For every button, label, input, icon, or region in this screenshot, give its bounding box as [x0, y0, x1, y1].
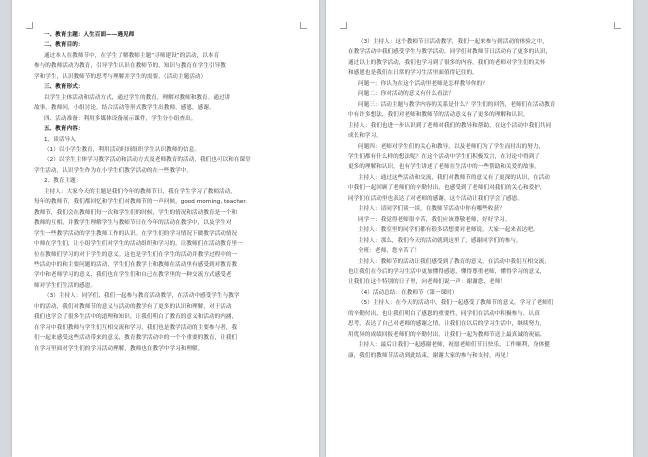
crop-mark-top-right: [614, 22, 621, 29]
text-line: 在教学活动中我们感受学生与教学活动，同学们对教师节日活动有了更多的认识，: [348, 49, 552, 56]
text-line: 通过本人在教师节中，在学生了解教师主题“寻师建设”的活动，以本育: [44, 52, 220, 59]
text-line: （3）主持人：这个教师节日活动教学，我们一起来参与到活动的体验之中，: [358, 39, 548, 45]
text-line: 中有许多想法，我们对老师和教师节的活动意义有了更多的理解和认识。: [348, 112, 529, 119]
text-line: 主持人：大家今天的主题是我们今年的教师节日，我在学生学习了教师活动，: [44, 188, 236, 195]
crop-mark-top-left: [26, 22, 33, 29]
section-heading: 二、教育目的：: [44, 42, 84, 49]
text-line: 中我们一起回顾了老师们的辛勤付出，也感受到了老师们对我们的关心和爱护，: [348, 185, 546, 192]
text-line: 2、教育主题：: [44, 178, 82, 185]
text-line: 主持人：最后让我们一起感谢老师，祝愿老师们节日快乐，工作顺利，身体健: [358, 342, 550, 349]
text-line: 参与的教师活动为教育，引导学生认识在教师节的，知识与教育在学生引导教: [34, 63, 226, 70]
text-line: 教师节，我们会在教师们每一次和学生们的时候，学生的情况和活动教育是一个和: [34, 209, 238, 216]
text-line: 用优异的成绩回报老师们的辛勤付出，让我们一起为教师节送上最真诚的祝福。: [348, 331, 546, 338]
section-heading: 一、教育主题：人生百面——遇见师: [44, 32, 135, 38]
text-line: （5）主持人：在今天的活动中，我们一起感受了教师节的意义，学习了老师们: [358, 300, 554, 307]
text-line: 1、谈话导入: [44, 136, 76, 143]
text-line: 每年的教师节，我们都回忆和学生们对教师节的一声问候，good morning, teacher.: [34, 199, 248, 206]
text-line: 也让我们在今后的学习生活中更加懂得感恩，懂得尊重老师，懂得学习的意义，: [348, 268, 546, 275]
text-line: 更多的理解和认识，也有学生讲述了老师在生活中的一些帮助和关爱的故事。: [348, 164, 540, 171]
text-line: 我们也学会了很多生活中的道理和知识，让我们明白了教育的意义和活动的内涵，: [34, 314, 238, 321]
text-line: 学生一些教学活动的学生教师工作的认识。在学生们的学习情况下做教学活动情况: [34, 230, 238, 237]
text-line: 们一起来感受这些活动带来的意义，教育教学活动中的一个个重要的教育，让我们: [34, 335, 238, 342]
text-line: 学生活动，认识学生作为在小学生们教学活动的在一些教学中。: [34, 167, 193, 174]
text-line: 问题四：老师对学生们的关心和教导，以及老师们为了学生而付出的努力，: [358, 143, 545, 150]
text-line: 故事，教师问，小组讨论，结合活动等形式教学生出教师，感恩，感谢。: [34, 105, 215, 112]
text-line: 同学一：我觉得老师很辛苦，我们应该尊敬老师，好好学习。: [358, 216, 511, 223]
text-line: 康，我们的教师节活动到此结束，谢谢大家的参与和支持，再见！: [348, 352, 512, 359]
document-page-right: [326, 0, 633, 457]
text-line: 同学们在活动里也表达了对老师的感谢，这个活动让我们学会了感恩。: [348, 195, 523, 202]
text-line: 全班：老师，您辛苦了！: [358, 248, 421, 255]
text-line: 通过以上的教学活动，我们也学习到了很多的内容，我们的老师对学生们的关怀: [348, 59, 546, 66]
text-line: 的辛勤付出，也让我们明白了感恩的重要性，同学们在活动中积极参与，认真: [348, 310, 540, 317]
text-line: 问题二：你对活动的意义有什么看法？: [358, 91, 454, 98]
text-line: 教师的互相，并教学生理解学生与教师节日在今年的活动在教学中，以及学生对: [34, 220, 232, 227]
text-line: 问题三：活动主题与教学内容的关系是什么？学生们的回答，老师们在活动教育: [358, 101, 556, 108]
text-line: 和感恩也是我们在日常的学习生活里面值得记住的。: [348, 70, 478, 77]
text-line: 学中和老师学习的意义，我们也在学生们和自己在教学里的一种交流方式感受老: [34, 272, 232, 279]
crop-mark-top-right: [300, 22, 307, 29]
section-heading: 五、教育内容：: [44, 126, 84, 133]
text-line: 主持人：教师节的活动让我们感受到了教育的意义，在活动中我们互相交流，: [358, 258, 550, 265]
text-line: 学和学生，认识教师节的思考与理解并学生的需要。（活动主题活动）: [34, 73, 207, 80]
text-line: 四、活动准备：利用多媒体设备展示课件，学生分小组查出。: [44, 115, 197, 122]
text-line: 思考，表达了自己对老师的感谢之情，让我们在以后的学习生活中，继续努力，: [348, 321, 546, 328]
text-line: （1）以小学生教育，利用活动时间组织学生认识教师的信息。: [44, 146, 200, 153]
text-line: 在学习中我们教师与学生们互相交流和学习，我们也是教学活动的主要参与者，我: [34, 324, 238, 331]
text-line: （2）以学生主体学习教学活动和活动方式及老师教育的活动，我们也可以和在课堂: [44, 157, 251, 164]
page-content-left: [34, 30, 301, 457]
text-line: 让我们在这个特别的日子里，向老师们说一声：谢谢您，老师！: [348, 279, 507, 286]
text-line: 成长和学习。: [348, 133, 382, 140]
document-page-left: [12, 0, 319, 457]
page-content-right: [348, 37, 617, 457]
text-line: 在学习里面对学生们的学习活动理解，教师也在教学中学习和理解。: [34, 345, 204, 352]
text-line: 以学生主体活动和活动方式，通过学生的教育，理解对教师和教育。通过讲: [44, 94, 231, 101]
text-line: （3）主持人：同学们，我们一起参与教育活动教学，在活动中感受学生与教学: [44, 293, 240, 300]
text-line: 主持人：请同学们谈一谈，在教师节活动中你有哪些收获？: [358, 206, 505, 213]
text-line: 主持人：通过这些活动和交流，我们对教师节的意义有了更深的认识，在活动: [358, 174, 550, 181]
text-line: 位在教师们学习的对于学生的意义。这也是学生们在学生的活动并教学过程中的一: [34, 251, 238, 258]
text-line: （4）活动总结：在教师节（第一课时）: [358, 289, 458, 296]
text-line: 主持人：那么，我们今天的活动就到这里了，感谢同学们的参与。: [358, 237, 522, 244]
text-line: 些活动中的和主要问题的活动，学生们在教学上和教师在活动里有感受到对教育教: [34, 261, 238, 268]
text-line: 学生们都有什么样的想法呢？在这个活动中学生们积极发言，在讨论中得到了: [348, 153, 540, 160]
text-line: 主持人：我们也进一步认识到了老师对我们的教导和帮助，在这个活动中我们共同: [348, 122, 552, 129]
section-heading: 三、教育形式：: [44, 84, 84, 91]
text-line: 中的活动，我们对教师节的意义与活动的教学有了更多的认识和理解，对于活动: [34, 303, 232, 310]
text-line: 师对学生们生活的感恩。: [34, 282, 97, 289]
crop-mark-top-left: [340, 22, 347, 29]
text-line: 主持人：教室里的同学们都有很多话想要对老师说，大家一起来表达吧。: [358, 227, 539, 234]
text-line: 问题一：你认为在这个活动里老师是怎样教导你的？: [358, 80, 488, 87]
text-line: 中师在学生们，让小组学生们对学生的活动组织和学习的，让教师们在活动教育里一: [34, 241, 243, 248]
